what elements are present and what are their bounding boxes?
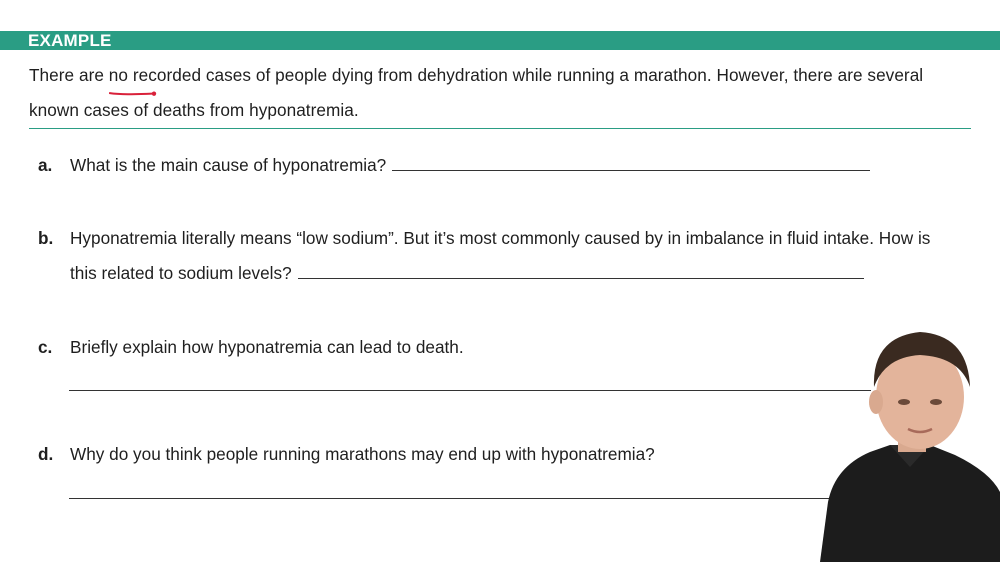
highlighted-phrase	[109, 58, 201, 93]
example-header-label: EXAMPLE	[28, 31, 112, 50]
intro-paragraph	[29, 58, 979, 128]
example-header-bar	[0, 31, 1000, 50]
question-d	[38, 437, 655, 472]
intro-text-start: There are	[29, 65, 109, 85]
header-divider	[29, 128, 971, 129]
question-b-continued	[70, 256, 864, 291]
question-c-letter: c.	[38, 337, 53, 357]
presenter-video	[810, 317, 1000, 562]
question-c-answer-line[interactable]	[69, 390, 871, 391]
question-b-text: Hyponatremia literally means “low sodium”. But it’s most commonly caused by in imbalance in fluid intake. How is	[70, 228, 931, 248]
highlighted-phrase-text: no recorded	[108, 65, 202, 85]
question-b	[38, 221, 930, 256]
question-b-letter: b.	[38, 228, 54, 248]
question-a-text: What is the main cause of hyponatremia?	[70, 155, 387, 175]
top-margin	[0, 0, 1000, 30]
question-b-answer-line[interactable]	[298, 277, 864, 279]
question-a-answer-line[interactable]	[392, 169, 870, 171]
question-d-letter: d.	[38, 444, 54, 464]
intro-text-end: cases of people dying from dehydration while running a marathon. However, there are several	[201, 65, 924, 85]
question-d-answer-line[interactable]	[69, 498, 869, 499]
question-a-letter: a.	[38, 155, 53, 175]
question-c-text: Briefly explain how hyponatremia can lead to death.	[70, 337, 464, 357]
question-c	[38, 330, 464, 365]
intro-line-2: known cases of deaths from hyponatremia.	[29, 100, 359, 120]
question-b-text-2: this related to sodium levels?	[70, 263, 292, 283]
question-a	[38, 148, 870, 183]
intro-line-1	[29, 58, 979, 93]
question-d-text: Why do you think people running marathons may end up with hyponatremia?	[70, 444, 655, 464]
